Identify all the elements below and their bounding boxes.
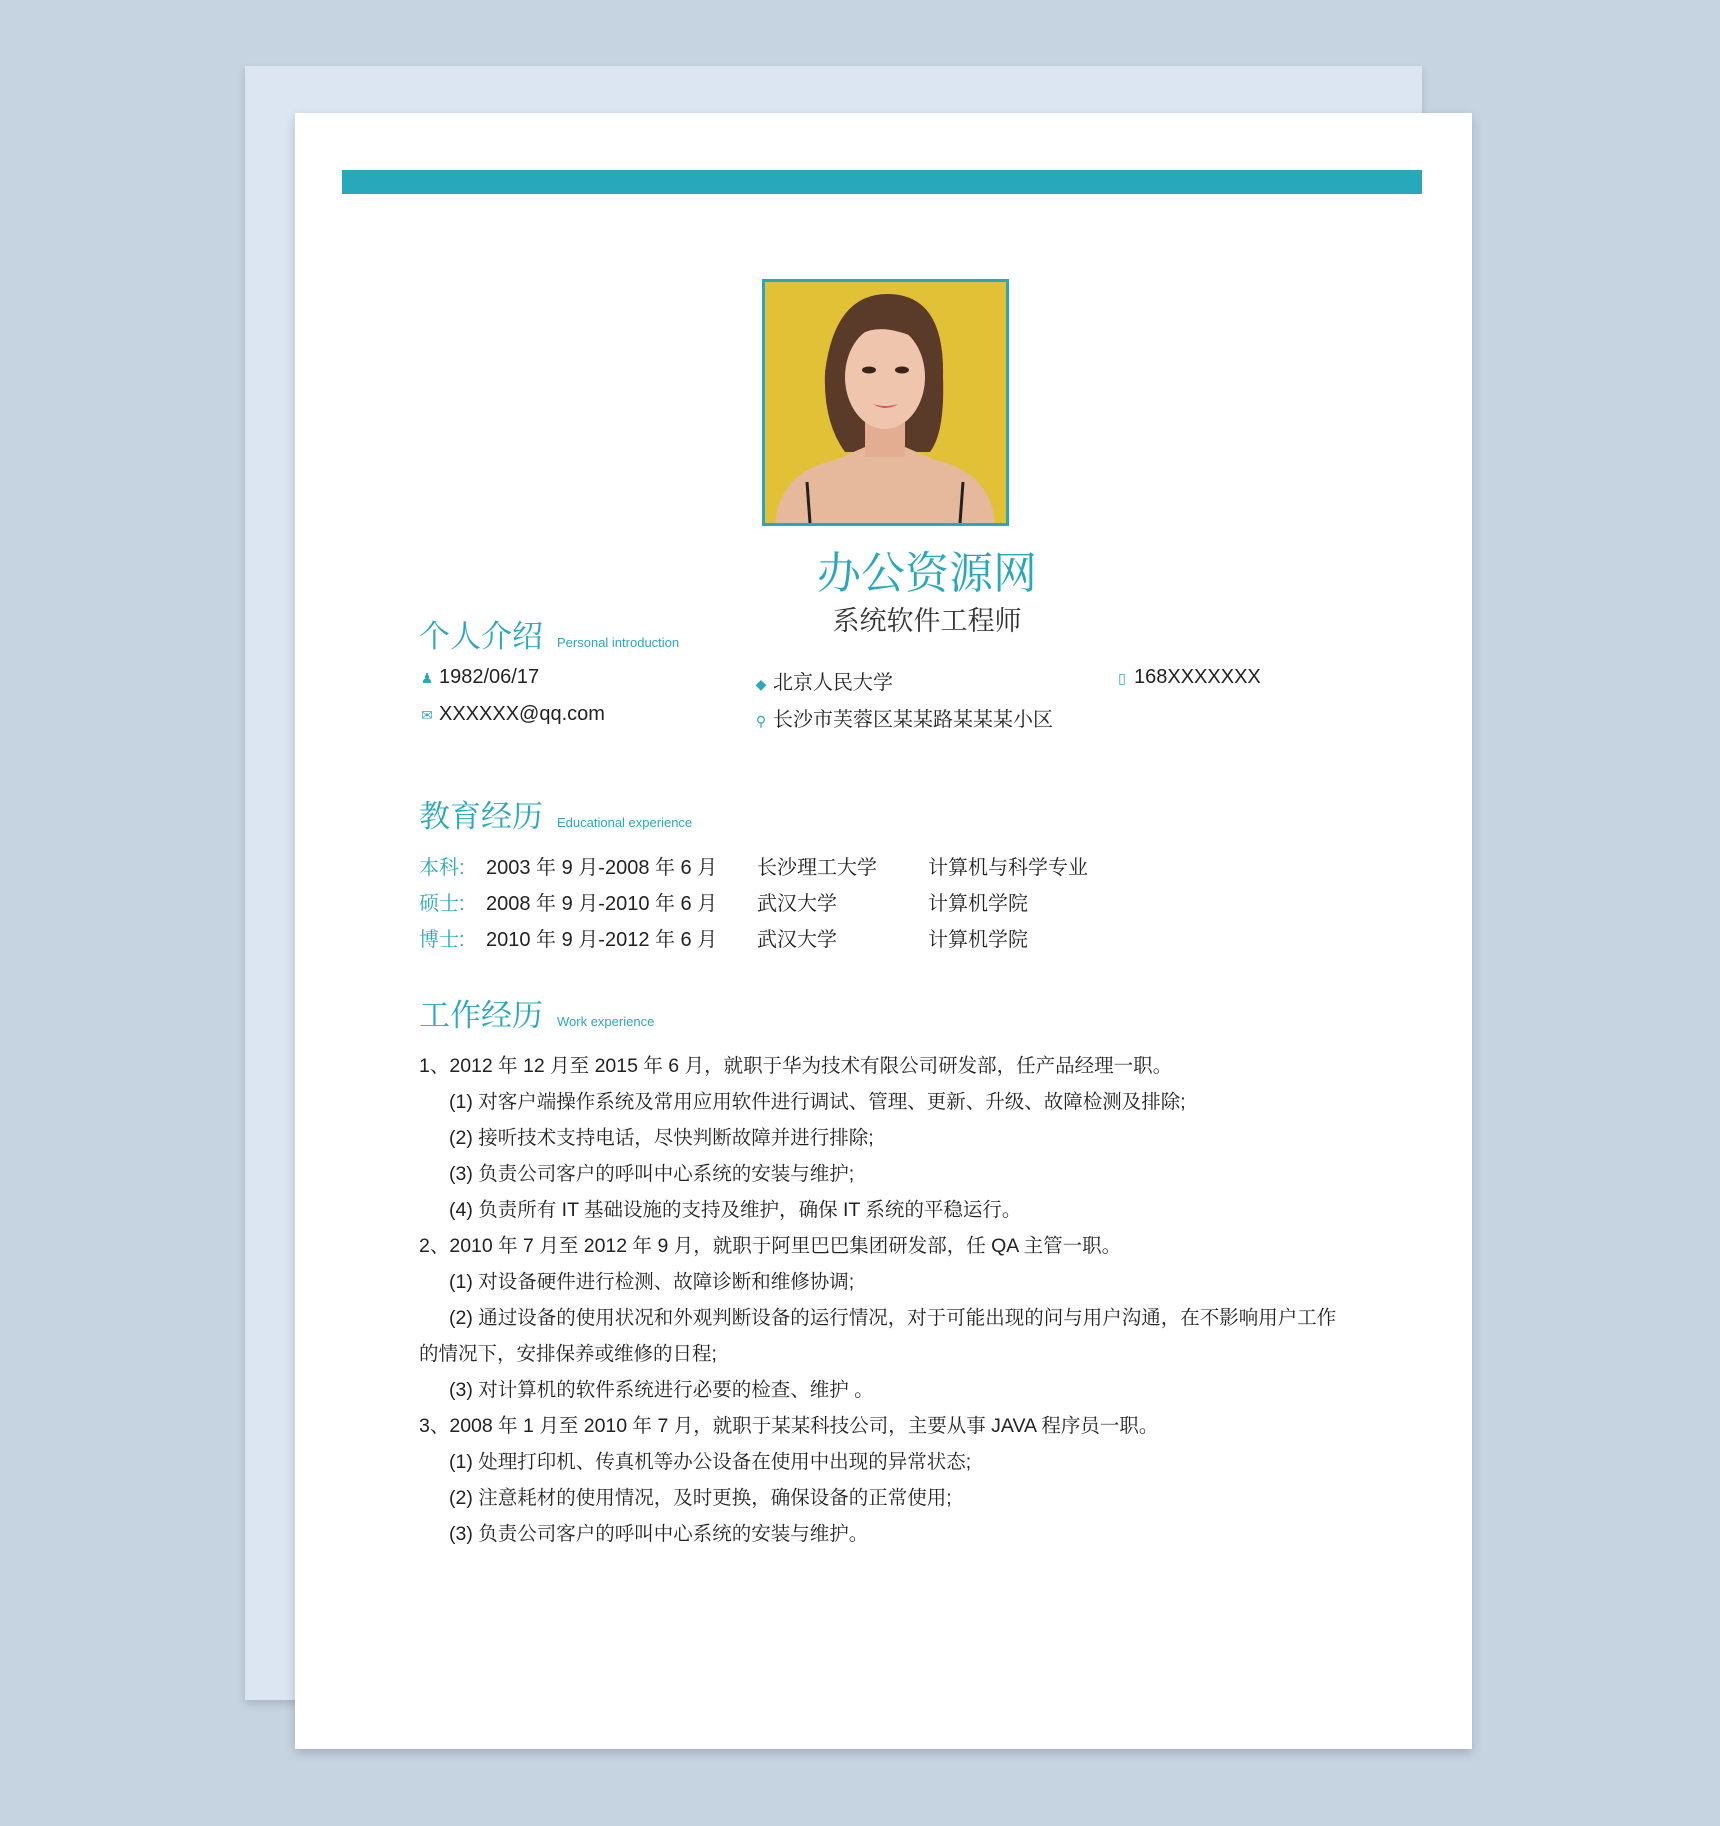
- heading-cn: 个人介绍: [419, 619, 543, 654]
- edu-school: 长沙理工大学: [757, 857, 877, 879]
- duty-item: (3) 对计算机的软件系统进行必要的检查、维护 。: [449, 1379, 874, 1401]
- duty-item: (1) 对设备硬件进行检测、故障诊断和维修协调;: [449, 1271, 855, 1293]
- person-icon: ♟: [420, 670, 434, 686]
- edu-degree: 硕士:: [419, 893, 465, 915]
- heading-cn: 教育经历: [419, 799, 543, 834]
- edu-school: 武汉大学: [757, 929, 837, 951]
- resume-page: [295, 113, 1472, 1749]
- email: XXXXXX@qq.com: [439, 703, 605, 725]
- location-pin-icon: ⚲: [755, 713, 767, 729]
- phone: 168XXXXXXX: [1134, 666, 1261, 688]
- phone-icon: ▯: [1118, 670, 1126, 686]
- school-item: [753, 666, 893, 695]
- graduation-cap-icon: ◆: [755, 676, 767, 692]
- heading-cn: 工作经历: [419, 998, 543, 1033]
- section-work-heading: [419, 990, 654, 1035]
- address-item: [753, 703, 1053, 732]
- section-personal-heading: [419, 611, 679, 656]
- duty-item: (2) 通过设备的使用状况和外观判断设备的运行情况，对于可能出现的问与用户沟通，在不影响用户工作的情况下，安排保养或维修的日程;: [419, 1307, 1337, 1365]
- school: 北京人民大学: [773, 672, 893, 694]
- edu-school: 武汉大学: [757, 893, 837, 915]
- heading-en: Educational experience: [557, 815, 693, 830]
- duty-item: (3) 负责公司客户的呼叫中心系统的安装与维护;: [449, 1163, 855, 1185]
- phone-item: [1114, 666, 1261, 689]
- section-education-heading: [419, 791, 692, 836]
- edu-degree: 博士:: [419, 929, 465, 951]
- duty-item: (3) 负责公司客户的呼叫中心系统的安装与维护。: [449, 1523, 869, 1545]
- edu-period: 2010 年 9 月-2012 年 6 月: [486, 929, 718, 951]
- edu-major: 计算机学院: [928, 929, 1028, 951]
- birthday-item: [419, 666, 539, 689]
- duty-item: (2) 注意耗材的使用情况，及时更换，确保设备的正常使用;: [449, 1487, 952, 1509]
- heading-en: Work experience: [557, 1014, 655, 1029]
- edu-major: 计算机学院: [928, 893, 1028, 915]
- address: 长沙市芙蓉区某某路某某某小区: [773, 709, 1053, 731]
- profile-photo: [762, 279, 1009, 526]
- duty-item: (1) 处理打印机、传真机等办公设备在使用中出现的异常状态;: [449, 1451, 972, 1473]
- job-entry: 3、2008 年 1 月至 2010 年 7 月，就职于某某科技公司，主要从事 JAVA 程序员一职。: [419, 1415, 1159, 1437]
- work-list: [419, 1048, 1344, 1552]
- duty-item: (4) 负责所有 IT 基础设施的支持及维护，确保 IT 系统的平稳运行。: [449, 1199, 1022, 1221]
- accent-bar: [342, 170, 1422, 194]
- job-entry: 1、2012 年 12 月至 2015 年 6 月，就职于华为技术有限公司研发部，任产品经理一职。: [419, 1055, 1173, 1077]
- edu-period: 2003 年 9 月-2008 年 6 月: [486, 857, 718, 879]
- duty-item: (1) 对客户端操作系统及常用应用软件进行调试、管理、更新、升级、故障检测及排除;: [449, 1091, 1186, 1113]
- candidate-name: 办公资源网: [817, 549, 1037, 598]
- job-entry: 2、2010 年 7 月至 2012 年 9 月，就职于阿里巴巴集团研发部，任 QA 主管一职。: [419, 1235, 1122, 1257]
- edu-period: 2008 年 9 月-2010 年 6 月: [486, 893, 718, 915]
- birthday: 1982/06/17: [439, 666, 540, 688]
- edu-major: 计算机与科学专业: [928, 857, 1088, 879]
- envelope-icon: ✉: [421, 707, 433, 723]
- edu-degree: 本科:: [419, 857, 465, 879]
- email-item: [419, 703, 605, 726]
- job-title: 系统软件工程师: [832, 606, 1022, 636]
- heading-en: Personal introduction: [557, 635, 680, 650]
- duty-item: (2) 接听技术支持电话，尽快判断故障并进行排除;: [449, 1127, 874, 1149]
